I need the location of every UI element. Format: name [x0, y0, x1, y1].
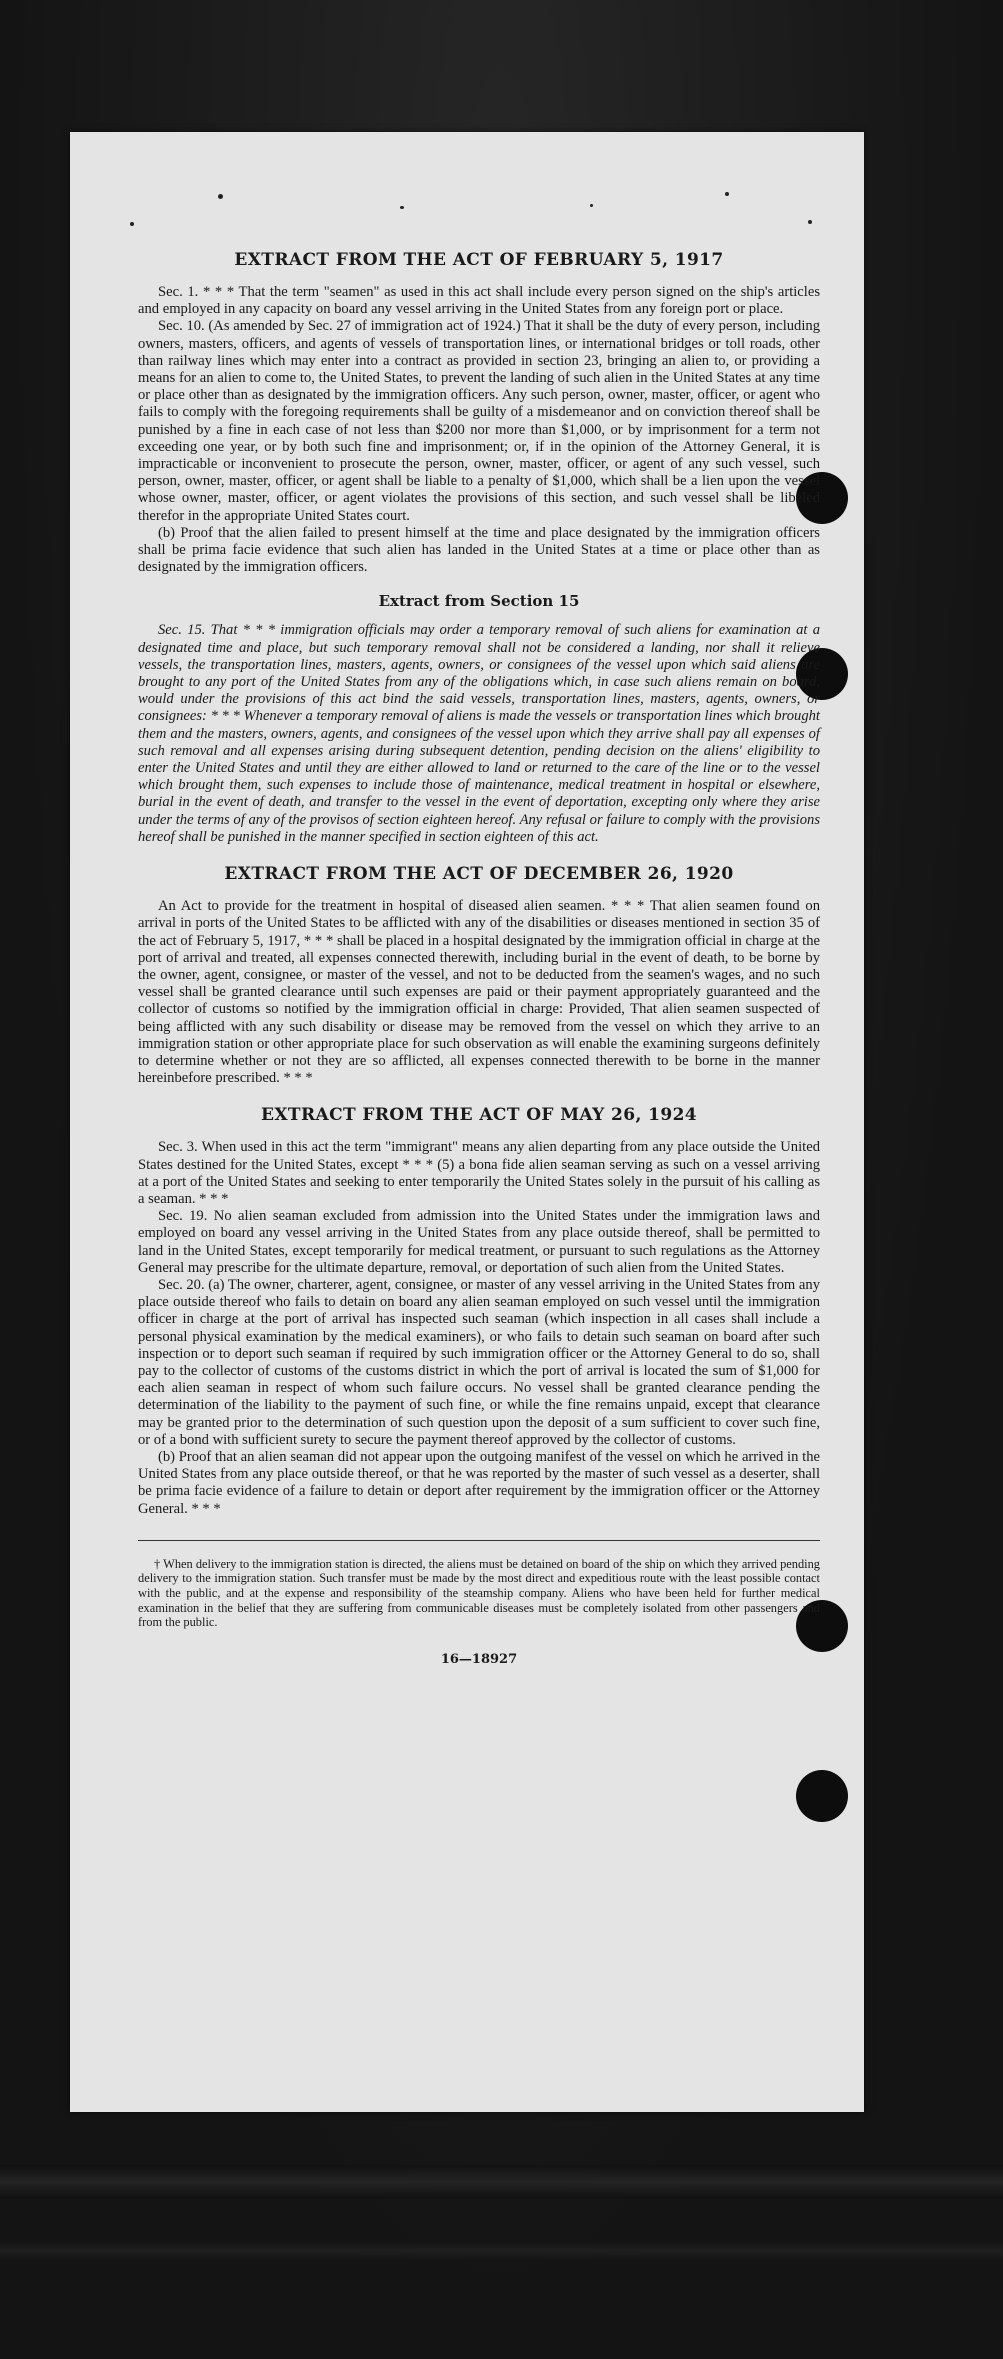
document-page — [70, 132, 864, 2112]
paragraph: Sec. 1. * * * That the term "seamen" as used in this act shall include every person signed on the ship's articles and employed in any capacity on board any vessel arriving in the United States from any foreign port or place. — [138, 284, 820, 318]
form-number: 16—18927 — [440, 1651, 518, 1667]
paragraph: Sec. 19. No alien seaman excluded from admission into the United States under the immigration laws and employed on board any vessel arriving in the United States from any place outside thereof, shall be permitted to land in the United States, except temporarily for medical treatment, or pursuant to such regulations as the Attorney General may prescribe for the ultimate departure, removal, or deportation of such alien from the United States. — [138, 1208, 820, 1276]
section-heading: EXTRACT FROM THE ACT OF DECEMBER 26, 1920 — [224, 864, 734, 885]
paragraph: Sec. 3. When used in this act the term "immigrant" means any alien departing from any place outside the United States destined for the United States, except * * * (5) a bona fide alien seaman serving as such on a vessel arriving at a port of the United States and seeking to enter temporarily the United States solely in the pursuit of his calling as a seaman. * * * — [138, 1139, 820, 1207]
dust-speck — [218, 194, 223, 199]
section-subheading: Extract from Section 15 — [378, 592, 580, 611]
scan-artifact-band — [0, 2240, 1003, 2262]
paragraph: Sec. 15. That * * * immigration officials may order a temporary removal of such aliens for examination at a designated time and place, but such temporary removal shall not be considered a landing, nor shall it relieve vessels, the transportation lines, masters, agents, owners, or consignees of the vessel upon which said aliens are brought to any port of the United States from any of the obligations which, in case such aliens remain on board, would under the provisions of this act bind the said vessels, transportation lines, masters, agents, owners, or consignees: * * * Whenever a temporary removal of aliens is made the vessels or transportation lines which brought them and the masters, owners, agents, and consignees of the vessel upon which they arrive shall pay all expenses of such removal and all expenses arising during subsequent detention, pending decision on the aliens' eligibility to enter the United States and until they are either allowed to land or returned to the care of the line or to the vessel which brought them, such expenses to include those of maintenance, medical treatment in hospital or elsewhere, burial in the event of death, and transfer to the vessel in the event of deportation, excepting only where they arise under the terms of any of the provisos of section eighteen hereof. Any refusal or failure to comply with the provisions hereof shall be punished in the manner specified in section eighteen of this act. — [138, 622, 820, 845]
paragraph: (b) Proof that the alien failed to present himself at the time and place designated by the immigration officers shall be prima facie evidence that such alien has landed in the United States at a time or place other than as designated by the immigration officers. — [138, 524, 820, 576]
document-body — [138, 250, 820, 1667]
section-heading: EXTRACT FROM THE ACT OF FEBRUARY 5, 1917 — [234, 250, 724, 270]
scan-artifact-band — [0, 2165, 1003, 2199]
dust-speck — [590, 204, 593, 207]
divider — [138, 1540, 820, 1541]
dust-speck — [130, 222, 134, 226]
paragraph: (b) Proof that an alien seaman did not appear upon the outgoing manifest of the vessel on which he arrived in the United States from any place outside thereof, or that he was reported by the master of such vessel as a deserter, shall be prima facie evidence of a failure to detain or deport after requirement by the immigration officer or the Attorney General. * * * — [138, 1448, 820, 1517]
paragraph: An Act to provide for the treatment in hospital of diseased alien seamen. * * * That alien seamen found on arrival in ports of the United States to be afflicted with any of the disabilities or diseases mentioned in section 35 of the act of February 5, 1917, * * * shall be placed in a hospital designated by the immigration official in charge at the port of arrival and treated, all expenses connected therewith, including burial in the event of death, to be borne by the owner, agent, consignee, or master of the vessel, and not to be deducted from the seamen's wages, and no such vessel shall be granted clearance until such expenses are paid or their payment appropriately guaranteed and the collector of customs so notified by the immigration official in charge: Provided, That alien seamen suspected of being afflicted with any such disability or disease may be removed from the vessel on which they arrive to an immigration station or other appropriate place for such observation as will enable the examining surgeons definitely to determine whether or not they are so afflicted, all expenses connected therewith to be borne in the manner hereinbefore prescribed. * * * — [138, 898, 820, 1087]
paragraph: Sec. 10. (As amended by Sec. 27 of immigration act of 1924.) That it shall be the duty of every person, including owners, masters, officers, and agents of vessels of transportation lines, or international bridges or toll roads, other than railway lines which may enter into a contract as provided in section 23, bringing an alien to, or providing a means for an alien to come to, the United States, to prevent the landing of such alien in the United States at any time or place other than as designated by the immigration officers. Any such person, owner, master, officer, or agent who fails to comply with the foregoing requirements shall be guilty of a misdemeanor and on conviction thereof shall be punished by a fine in each case of not less than $200 nor more than $1,000, or by imprisonment for a term not exceeding one year, or by both such fine and imprisonment; or, if in the opinion of the Attorney General, it is impracticable or inconvenient to prosecute the person, owner, master, officer, or agent of any such vessel, such person, owner, master, officer, or agent shall be liable to a penalty of $1,000, which shall be a lien upon the vessel whose owner, master, officer, or agent violates the provisions of this section, and such vessel shall be libeled therefor in the appropriate United States court. — [138, 318, 820, 524]
dust-speck — [725, 192, 729, 196]
dust-speck — [808, 220, 812, 224]
paragraph: Sec. 20. (a) The owner, charterer, agent, consignee, or master of any vessel arriving in the United States from any place outside thereof who fails to detain on board any alien seaman employed on such vessel until the immigration officer in charge at the port of arrival has inspected such seaman (which inspection in all cases shall include a personal physical examination by the medical examiners), or who fails to detain such seaman on board after such inspection or to deport such seaman if required by such immigration officer or the Attorney General to do so, shall pay to the collector of customs of the customs district in which the port of arrival is located the sum of $1,000 for each alien seaman in respect of whom such failure occurs. No vessel shall be granted clearance pending the determination of the liability to the payment of such fine, or while the fine remains unpaid, except that clearance may be granted prior to the determination of such question upon the deposit of a sum sufficient to cover such fine, or of a bond with sufficient surety to secure the payment thereof approved by the collector of customs. — [138, 1276, 820, 1448]
punch-hole — [796, 1770, 848, 1822]
section-heading: EXTRACT FROM THE ACT OF MAY 26, 1924 — [260, 1105, 698, 1126]
dust-speck — [400, 206, 404, 209]
footnote: † When delivery to the immigration station is directed, the aliens must be detained on board of the ship on which they arrived pending delivery to the immigration station. Such transfer must be made by the most direct and expeditious route with the least possible contact with the public, and at the expense and responsibility of the steamship company. Aliens who have been held for further medical examination in the belief that they are suffering from communicable diseases must be completely isolated from other passengers and from the public. — [138, 1556, 820, 1630]
